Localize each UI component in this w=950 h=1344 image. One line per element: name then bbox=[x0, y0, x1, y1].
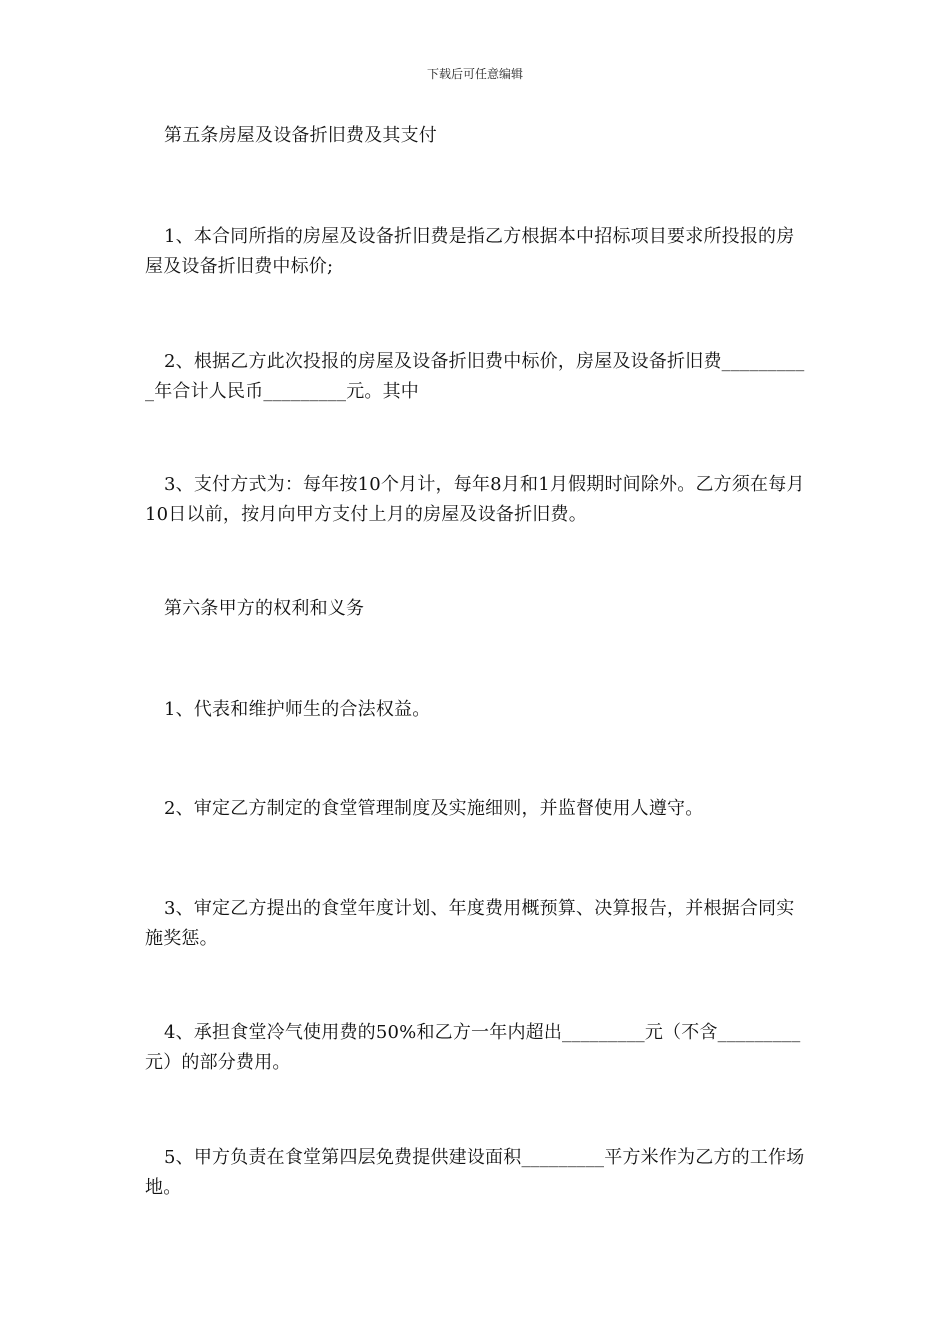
article-6-clause-5: 5、甲方负责在食堂第四层免费提供建设面积_________平方米作为乙方的工作场地。 bbox=[145, 1147, 805, 1198]
header-note: 下载后可任意编辑 bbox=[426, 67, 523, 81]
article-5-clause-1: 1、本合同所指的房屋及设备折旧费是指乙方根据本中招标项目要求所投报的房屋及设备折旧费中标价; bbox=[145, 226, 795, 277]
article-5-clause-2: 2、根据乙方此次投报的房屋及设备折旧费中标价，房屋及设备折旧费__________年合计人民币_________元。其中 bbox=[145, 351, 805, 402]
article-6-clause-1: 1、代表和维护师生的合法权益。 bbox=[164, 699, 431, 720]
article-6-clause-3: 3、审定乙方提出的食堂年度计划、年度费用概预算、决算报告，并根据合同实施奖惩。 bbox=[145, 898, 795, 949]
article-6-clause-4: 4、承担食堂冷气使用费的50%和乙方一年内超出_________元（不含_________元）的部分费用。 bbox=[145, 1022, 801, 1073]
article-6-heading: 第六条甲方的权利和义务 bbox=[164, 598, 365, 619]
article-6-clause-2: 2、审定乙方制定的食堂管理制度及实施细则，并监督使用人遵守。 bbox=[164, 798, 704, 819]
article-5-clause-3: 3、支付方式为：每年按10个月计，每年8月和1月假期时间除外。乙方须在每月10日以前，按月向甲方支付上月的房屋及设备折旧费。 bbox=[145, 474, 805, 525]
article-5-heading: 第五条房屋及设备折旧费及其支付 bbox=[164, 125, 437, 146]
